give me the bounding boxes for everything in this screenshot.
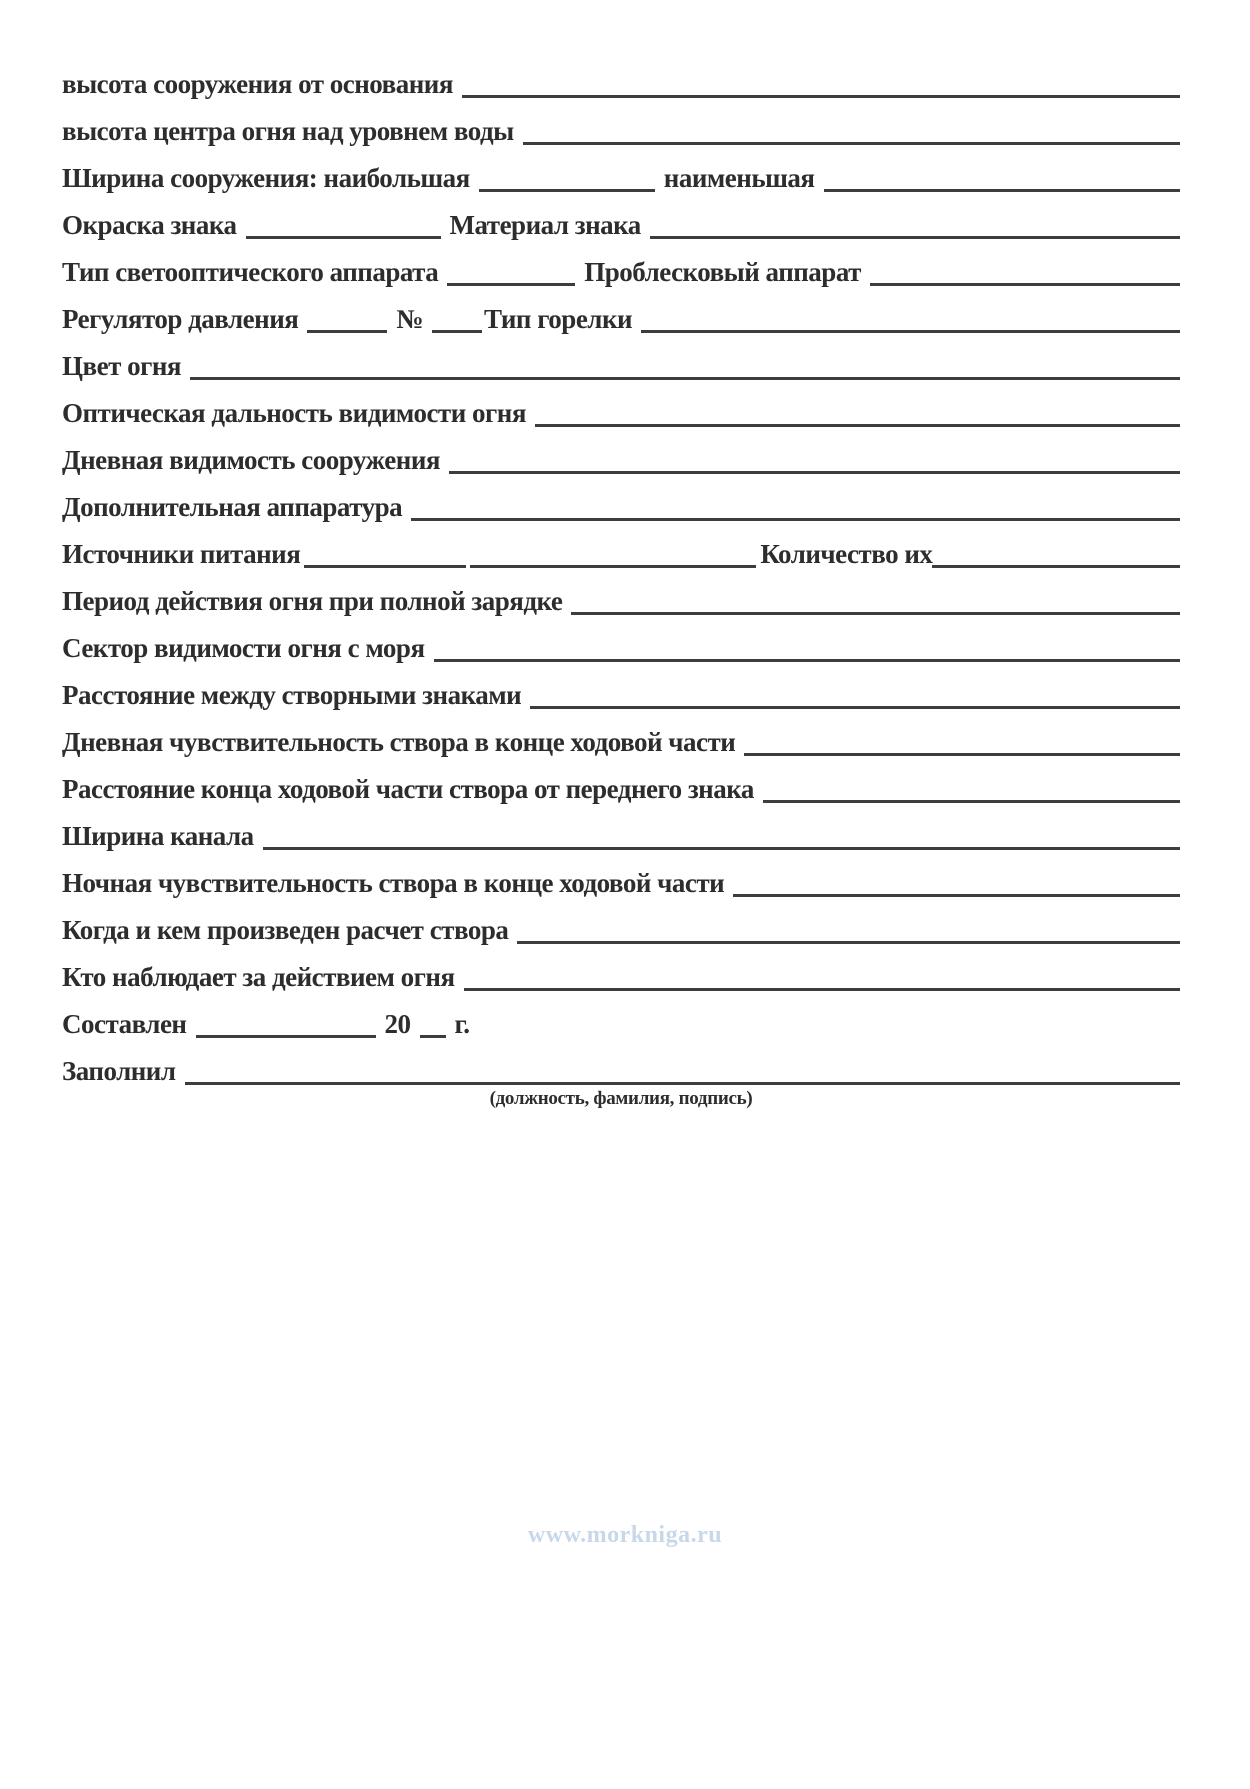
field-label: г. [454, 1008, 470, 1039]
signature-caption: (должность, фамилия, подпись) [489, 1088, 753, 1109]
form-row [62, 570, 1180, 617]
blank-line [185, 1072, 1180, 1085]
form-row [62, 664, 1180, 711]
field-label: Источники питания [62, 538, 301, 569]
field-label: Цвет огня [62, 350, 182, 381]
blank-line [304, 555, 466, 568]
blank-line [434, 649, 1180, 662]
form-row [62, 617, 1180, 664]
field-label: Заполнил [62, 1055, 176, 1086]
field-label: Сектор видимости огня с моря [62, 632, 425, 663]
form-row [62, 288, 1180, 335]
form-row [62, 852, 1180, 899]
field-label: Когда и кем произведен расчет створа [62, 914, 509, 945]
form-row [62, 147, 1180, 194]
form-row [62, 476, 1180, 523]
blank-line [870, 273, 1180, 286]
blank-line [432, 320, 482, 333]
blank-line [744, 743, 1180, 756]
blank-line [307, 320, 387, 333]
field-label: Кто наблюдает за действием огня [62, 961, 455, 992]
field-label: Составлен [62, 1008, 187, 1039]
field-label: Проблесковый аппарат [584, 256, 861, 287]
blank-line [462, 85, 1180, 98]
watermark: www.morkniga.ru [527, 1522, 723, 1548]
blank-line [196, 1025, 376, 1038]
blank-line [190, 367, 1180, 380]
blank-line [641, 320, 1180, 333]
field-label: Количество их [760, 538, 933, 569]
form-row [62, 241, 1180, 288]
form-row [62, 946, 1180, 993]
blank-line [447, 273, 575, 286]
blank-line [571, 602, 1180, 615]
blank-line [763, 790, 1180, 803]
blank-line [530, 696, 1180, 709]
form-row [62, 53, 1180, 100]
blank-line [263, 837, 1180, 850]
form-row [62, 899, 1180, 946]
blank-line [420, 1025, 446, 1038]
field-label: Дополнительная аппаратура [62, 491, 403, 522]
form-row [62, 429, 1180, 476]
field-label: Расстояние конца ходовой части створа от переднего знака [62, 773, 754, 804]
blank-line [411, 508, 1180, 521]
field-label: Оптическая дальность видимости огня [62, 397, 526, 428]
form-row [62, 805, 1180, 852]
blank-line [535, 414, 1180, 427]
blank-line [479, 179, 655, 192]
field-label: Дневная видимость сооружения [62, 444, 440, 475]
field-label: высота центра огня над уровнем воды [62, 115, 514, 146]
blank-line [650, 226, 1180, 239]
form-row [62, 711, 1180, 758]
form-row [62, 758, 1180, 805]
blank-line [824, 179, 1180, 192]
form-row [62, 335, 1180, 382]
blank-line [932, 555, 1180, 568]
field-label: Материал знака [449, 209, 641, 240]
form-row [62, 194, 1180, 241]
field-label: Расстояние между створными знаками [62, 679, 522, 710]
form-row [62, 1040, 1180, 1087]
form-row [62, 382, 1180, 429]
form-row [62, 993, 1180, 1040]
blank-line [464, 978, 1180, 991]
field-label: Тип горелки [484, 303, 633, 334]
blank-line [523, 132, 1180, 145]
blank-line [246, 226, 441, 239]
field-label: Ширина сооружения: наибольшая [62, 162, 470, 193]
form-row [62, 100, 1180, 147]
field-label: Ночная чувствительность створа в конце ходовой части [62, 867, 725, 898]
field-label: наименьшая [663, 162, 815, 193]
field-label: Дневная чувствительность створа в конце ходовой части [62, 726, 736, 757]
blank-line [517, 931, 1180, 944]
blank-line [733, 884, 1180, 897]
field-label: Период действия огня при полной зарядке [62, 585, 563, 616]
field-label: Тип светооптического аппарата [62, 256, 439, 287]
field-label: Ширина канала [62, 820, 254, 851]
field-label: высота сооружения от основания [62, 68, 453, 99]
form-row [62, 523, 1180, 570]
blank-line [449, 461, 1180, 474]
field-label: Регулятор давления [62, 303, 299, 334]
field-label: Окраска знака [62, 209, 237, 240]
form-fields [62, 53, 1180, 1087]
field-label: № [396, 303, 424, 334]
field-label: 20 [384, 1008, 411, 1039]
blank-line [470, 555, 756, 568]
